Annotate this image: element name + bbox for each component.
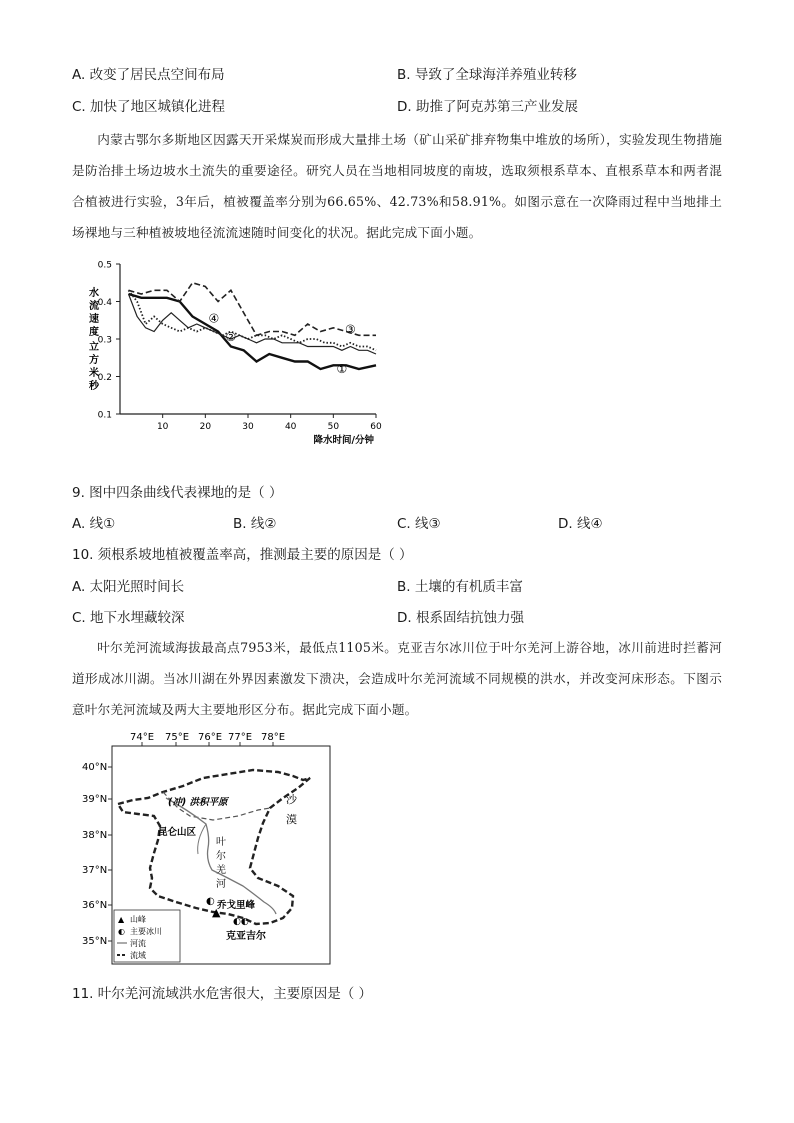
lon-label: 77°E <box>228 732 253 743</box>
passage-ordos: 内蒙古鄂尔多斯地区因露天开采煤炭而形成大量排土场（矿山采矿排弃物集中堆放的场所），实验发现生物措施是防治排土场边坡水土流失的重要途径。研究人员在当地相同坡度的南坡，选取须根系草本、直根系草本和两者混合植被进行实验，3年后，植被覆盖率分别为66.65%、42.73%和58.91%。如图示意在一次降雨过程中当地排土场裸地与三种植被坡地径流流速随时间变化的状况。据此完成下面小题。 <box>72 132 722 240</box>
q10-option-d[interactable]: D. 根系固结抗蚀力强 <box>397 610 524 626</box>
legend-label: 主要冰川 <box>130 927 162 936</box>
x-tick-label: 10 <box>156 422 169 432</box>
legend-label: 山峰 <box>130 915 146 924</box>
glacier-icon: ◐◐ <box>233 917 249 927</box>
q8-option-c[interactable]: C. 加快了地区城镇化进程 <box>72 99 226 115</box>
lat-label: 35°N <box>82 936 108 947</box>
lon-label: 78°E <box>261 732 286 743</box>
y-tick-label: 0.4 <box>97 298 112 308</box>
passage-yarkand: 叶尔羌河流域海拔最高点7953米，最低点1105米。克亚吉尔冰川位于叶尔羌河上游谷地，冰川前进时拦蓄河道形成冰川湖。当冰川湖在外界因素激发下溃决，会造成叶尔羌河流域不同规模的洪水，并改变河床形态。下图示意叶尔羌河流域及两大主要地形区分布。据此完成下面小题。 <box>72 640 722 717</box>
y-axis-label-char: 米 <box>89 368 99 379</box>
q9-option-d[interactable]: D. 线④ <box>558 516 603 532</box>
lat-label: 40°N <box>82 762 108 773</box>
river-label-char: 尔 <box>216 851 226 862</box>
desert-label-2: 漠 <box>286 813 297 826</box>
peak-icon: ▲ <box>212 906 221 919</box>
y-axis-label-char: 速 <box>89 314 99 325</box>
x-tick-label: 20 <box>199 422 212 432</box>
glacier-icon: ◐ <box>206 896 215 907</box>
series-label: ② <box>225 330 237 345</box>
lat-label: 38°N <box>82 830 108 841</box>
yarkand-basin-map <box>78 728 340 968</box>
chart-labels <box>88 261 382 447</box>
lat-label: 36°N <box>82 900 108 911</box>
lat-label: 37°N <box>82 865 108 876</box>
series-label: ① <box>336 362 348 376</box>
chart-series <box>129 283 377 369</box>
series-line-3 <box>129 283 377 336</box>
x-tick-label: 30 <box>242 422 254 432</box>
river-label-char: 羌 <box>216 865 226 876</box>
y-axis-label-char: 秒 <box>89 381 99 392</box>
legend-label: 流域 <box>130 951 146 960</box>
q10-option-a[interactable]: A. 太阳光照时间长 <box>72 579 185 595</box>
map-legend <box>114 910 180 962</box>
lon-label: 75°E <box>165 732 190 743</box>
q10-option-b[interactable]: B. 土壤的有机质丰富 <box>397 579 523 595</box>
q11-stem: 11. 叶尔羌河流域洪水危害很大，主要原因是（ ） <box>72 986 373 1002</box>
lat-label: 39°N <box>82 794 108 805</box>
chart-axes <box>116 264 376 418</box>
y-axis-label-char: 流 <box>89 301 99 312</box>
region-kunlun-label: 昆仑山区 <box>158 827 197 838</box>
peak-name-label: 乔戈里峰 <box>217 900 256 911</box>
lon-label: 74°E <box>130 732 155 743</box>
x-tick-label: 60 <box>370 422 382 432</box>
q9-option-c[interactable]: C. 线③ <box>397 516 441 532</box>
q8-option-a[interactable]: A. 改变了居民点空间布局 <box>72 67 225 83</box>
series-line-1 <box>129 294 377 369</box>
legend-glacier-icon: ◐ <box>118 927 125 936</box>
q10-option-c[interactable]: C. 地下水埋藏较深 <box>72 610 185 626</box>
q8-option-d[interactable]: D. 助推了阿克苏第三产业发展 <box>397 99 578 115</box>
y-axis-label-char: 度 <box>89 327 99 338</box>
series-label: ④ <box>208 311 220 326</box>
y-axis-label-char: 水 <box>89 288 99 299</box>
y-tick-label: 0.5 <box>97 260 112 271</box>
q9-option-a[interactable]: A. 线① <box>72 516 116 532</box>
legend-peak-icon: ▲ <box>118 915 125 924</box>
glacier-name-label: 克亚吉尔 <box>226 931 266 942</box>
y-axis-label-char: 方 <box>89 355 99 366</box>
river-label-char: 河 <box>216 879 226 890</box>
legend-label: 河流 <box>130 939 146 948</box>
series-label: ③ <box>345 322 356 337</box>
y-tick-label: 0.2 <box>97 373 112 383</box>
q8-option-b[interactable]: B. 导致了全球海洋养殖业转移 <box>397 67 577 83</box>
lon-label: 76°E <box>198 732 223 743</box>
series-line-2 <box>129 294 377 354</box>
y-tick-label: 0.3 <box>97 335 112 346</box>
q9-stem: 9. 图中四条曲线代表裸地的是（ ） <box>72 485 283 501</box>
river-label-char: 叶 <box>216 837 226 848</box>
q10-stem: 10. 须根系坡地植被覆盖率高，推测最主要的原因是（ ） <box>72 547 413 563</box>
x-tick-label: 40 <box>284 422 297 432</box>
runoff-velocity-chart <box>84 252 394 458</box>
y-axis-label-char: 立 <box>89 342 99 353</box>
x-tick-label: 50 <box>327 422 340 432</box>
region-plain-label: (冲) 洪积平原 <box>168 797 228 808</box>
y-tick-label: 0.1 <box>97 410 112 421</box>
river-tributary <box>198 824 206 854</box>
q9-option-b[interactable]: B. 线② <box>233 516 277 532</box>
desert-label-1: 沙 <box>286 793 297 806</box>
x-axis-label: 降水时间/分钟 <box>313 435 374 446</box>
